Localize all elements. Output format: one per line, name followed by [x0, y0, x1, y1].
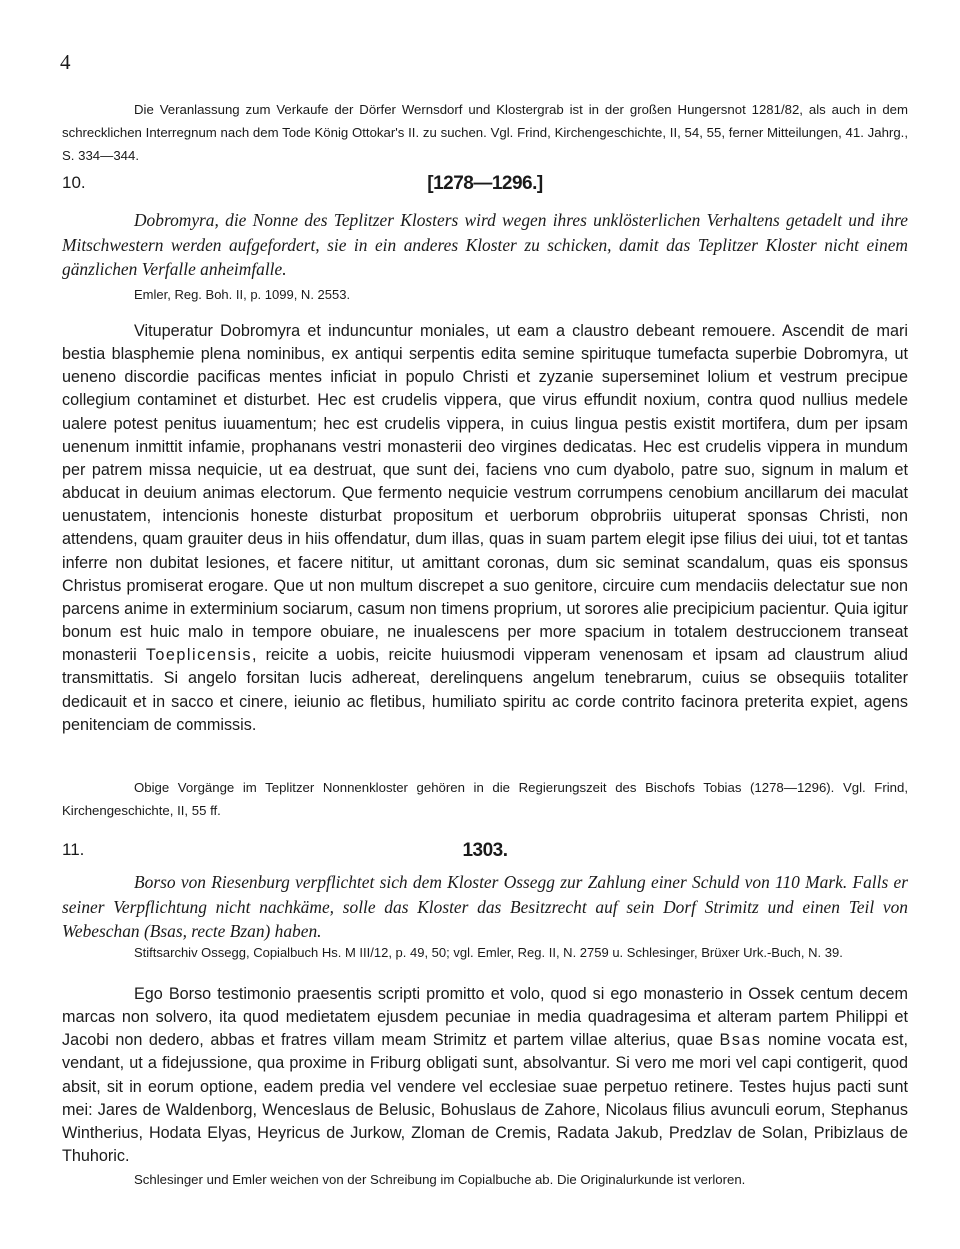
document-11-note [62, 1168, 908, 1191]
document-10-regest-text: Dobromyra, die Nonne des Teplitzer Klosters wird wegen ihres unklösterlichen Verhaltens getadelt und ihre Mitschwestern werden aufgefordert, sie in ein anderes Kloster zu schicken, damit das Teplitzer Kloster nicht einem gänzlichen Verfalle anheimfalle. [62, 210, 908, 279]
document-10-number: 10. [62, 173, 86, 192]
document-10-source: Emler, Reg. Boh. II, p. 1099, N. 2553. [134, 287, 351, 302]
document-11-heading [62, 840, 908, 868]
intro-note-text: Die Veranlassung zum Verkaufe der Dörfer Wernsdorf und Klostergrab ist in der großen Hungersnot 1281/82, als auch in dem schrecklichen Interregnum nach dem Tode König Ottokar's II. zu suchen. Vgl. Frind, Kirchengeschichte, II, 54, 55, ferner Mitteilungen, 41. Jahrg., S. 334—344. [62, 102, 908, 164]
document-11-regest [62, 870, 908, 944]
document-11-note-text: Schlesinger und Emler weichen von der Schreibung im Copialbuche ab. Die Originalurkunde ist verloren. [134, 1172, 746, 1187]
document-10-regest [62, 208, 908, 282]
document-10-text-part2: , reicite a uobis, reicite huiusmodi vipperam venenosam et ipsam ad claustrum aliud transmittatis. Si angelo forsitan lucis adhereat, derelinquens angelum tenebrarum, cuius se obsequiis totaliter dedicauit et in sacco et cinere, ieiunio ac fletibus, humiliato spiritu ac corde contrito facinora preterita expiet, agens penitenciam de commissis. [62, 646, 908, 734]
document-10-spaced-name: Toeplicensis [145, 646, 253, 665]
document-10-text [62, 320, 908, 737]
document-10-heading [62, 173, 908, 201]
document-11-spaced-name: Bsas [719, 1031, 762, 1050]
document-10-date: [1278—1296.] [427, 173, 543, 194]
document-11-regest-text: Borso von Riesenburg verpflichtet sich dem Kloster Ossegg zur Zahlung einer Schuld von 110 Mark. Falls er seiner Verpflichtung nicht nachkäme, solle das Kloster das Besitzrecht auf sein Dorf Strimitz und einen Teil von Webeschan (Bsas, recte Bzan) haben. [62, 872, 908, 941]
document-10-text-part1: Vituperatur Dobromyra et induncuntur moniales, ut eam a claustro debeant remouere. Ascendit de mari bestia blasphemie plena nominibus, ex antiqui serpentis edita semine spirituque tumefacta superbie Dobromyra, ut ueneno discordie pacificas mentes inficiat in populo Christi et zyzanie superseminet lolium et vestrum precipue collegium contaminet et disturbet. Hec est crudelis vippera, que virus effundit noxium, contra quod nullius medele ualere potest penitus iuuamentum; hec est crudelis vippera, in cuius lingua pestis existit mortifera, dum per ipsam uenenum inmittit infamie, prophanans vestri monasterii deo virgines dedicatas. Hec est crudelis vippera in mundum per patrem missa nequicie, ut ea destruat, que sunt dei, faciens vno cum dyabolo, patre suo, signum in malum et abducat in deuium animas electorum. Que fermento nequicie vestrum corrumpens cenobium ancillarum dei maculat uenustatem, intencionis honeste disturbat propositum et uerborum obprobriis uituperat sponsas Christi, non attendens, quam grauiter deus in hiis offendatur, dum illas, quas in suam partem elegit ipse filius dei uiui, tot et tantas inferre non dubitat lesiones, et facere nititur, ut amittant coronas, dum sic seminat scandalum, quas eis sponsus Christus promiserat erogare. Que ut non multum discrepet a suo genitore, circuire cum mendaciis delectatur sue non parcens anime in exterminium sociarum, casum non timens proprium, ut sorores alie precipicium pacientur. Quia igitur bonum est huic malo in tempore obuiare, ne inualescens per more spacium in totalem destruccionem transeat monasterii [62, 322, 908, 665]
document-10-note-text: Obige Vorgänge im Teplitzer Nonnenkloster gehören in die Regierungszeit des Bischofs Tobias (1278—1296). Vgl. Frind, Kirchengeschichte, II, 55 ff. [62, 780, 908, 819]
document-10-note [62, 776, 908, 822]
document-11-source: Stiftsarchiv Ossegg, Copialbuch Hs. M III/12, p. 49, 50; vgl. Emler, Reg. II, N. 2759 u. Schlesinger, Brüxer Urk.-Buch, N. 39. [134, 945, 843, 960]
document-11-text-part2: nomine vocata est, vendant, ut a fidejussione, qua proxime in Friburg obligati sunt, absolvantur. Si vero me mori vel capi contigerit, quod absit, sit in eorum optione, eadem predia vel vendere vel ecclesiae suae perpetuo retinere. Testes hujus pacti sunt mei: Jares de Waldenborg, Wenceslaus de Belusic, Bohuslaus de Zahore, Nicolaus filius avunculi eorum, Stephanus Wintherius, Hodata Elyas, Heyricus de Jurkow, Zloman de Cremis, Radata Jakub, Predzlav de Solan, Pribizlaus de Thuhoric. [62, 1031, 909, 1166]
page-number: 4 [60, 50, 71, 74]
document-11-number: 11. [62, 840, 85, 859]
document-11-date: 1303. [462, 840, 508, 861]
document-11-text [62, 983, 908, 1168]
document-11-text-part1: Ego Borso testimonio praesentis scripti promitto et volo, quod si ego monasterio in Ossek centum decem marcas non solvero, ita quod medietatem ejusdem pecuniae in media quadragesima et alteram partem Philippi et Jacobi non dedero, abbas et fratres villam meam Strimitz et partem villae alterius, quae [62, 985, 908, 1050]
intro-note [62, 98, 908, 168]
